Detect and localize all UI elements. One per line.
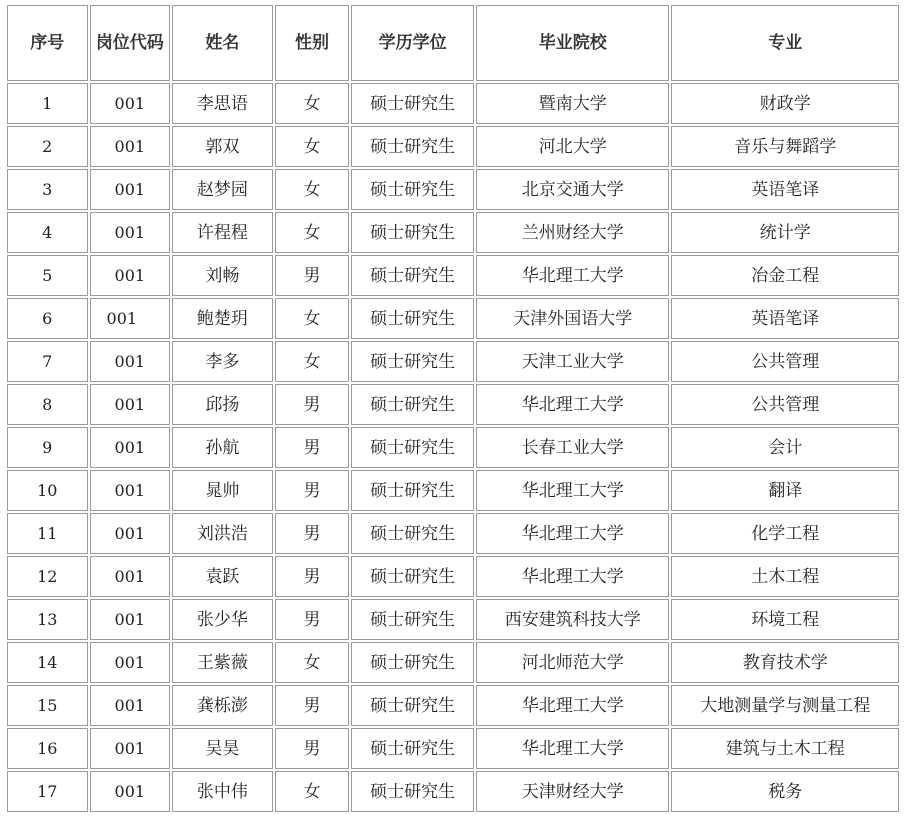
cell-gender: 男 bbox=[275, 255, 350, 296]
cell-post-code: 001 bbox=[90, 212, 171, 253]
cell-major: 大地测量学与测量工程 bbox=[671, 685, 899, 726]
cell-name: 晁帅 bbox=[172, 470, 273, 511]
cell-name: 孙航 bbox=[172, 427, 273, 468]
cell-major: 建筑与土木工程 bbox=[671, 728, 899, 769]
cell-gender: 男 bbox=[275, 556, 350, 597]
cell-index: 4 bbox=[7, 212, 88, 253]
cell-school: 河北师范大学 bbox=[476, 642, 669, 683]
cell-school: 华北理工大学 bbox=[476, 556, 669, 597]
cell-degree: 硕士研究生 bbox=[351, 83, 474, 124]
cell-school: 长春工业大学 bbox=[476, 427, 669, 468]
table-row bbox=[7, 427, 899, 468]
cell-school: 北京交通大学 bbox=[476, 169, 669, 210]
cell-name: 袁跃 bbox=[172, 556, 273, 597]
header-index: 序号 bbox=[7, 5, 88, 81]
cell-gender: 女 bbox=[275, 83, 350, 124]
table-row bbox=[7, 685, 899, 726]
cell-degree: 硕士研究生 bbox=[351, 427, 474, 468]
cell-name: 龚栎澎 bbox=[172, 685, 273, 726]
table-row bbox=[7, 513, 899, 554]
cell-post-code: 001 bbox=[90, 470, 171, 511]
cell-major: 税务 bbox=[671, 771, 899, 812]
table-row bbox=[7, 384, 899, 425]
cell-name: 刘畅 bbox=[172, 255, 273, 296]
table-row bbox=[7, 728, 899, 769]
cell-name: 吴昊 bbox=[172, 728, 273, 769]
cell-degree: 硕士研究生 bbox=[351, 599, 474, 640]
cell-post-code: 001 bbox=[90, 427, 171, 468]
cell-school: 天津外国语大学 bbox=[476, 298, 669, 339]
cell-gender: 女 bbox=[275, 126, 350, 167]
cell-name: 李思语 bbox=[172, 83, 273, 124]
cell-name: 张少华 bbox=[172, 599, 273, 640]
cell-school: 西安建筑科技大学 bbox=[476, 599, 669, 640]
cell-post-code: 001 bbox=[90, 83, 171, 124]
cell-school: 华北理工大学 bbox=[476, 728, 669, 769]
cell-gender: 女 bbox=[275, 298, 350, 339]
cell-post-code: 001 bbox=[90, 556, 171, 597]
cell-degree: 硕士研究生 bbox=[351, 470, 474, 511]
header-post-code: 岗位代码 bbox=[90, 5, 171, 81]
cell-major: 冶金工程 bbox=[671, 255, 899, 296]
table-row bbox=[7, 771, 899, 812]
roster-table bbox=[5, 3, 901, 814]
header-degree: 学历学位 bbox=[351, 5, 474, 81]
cell-index: 6 bbox=[7, 298, 88, 339]
cell-gender: 女 bbox=[275, 212, 350, 253]
cell-gender: 男 bbox=[275, 728, 350, 769]
cell-post-code: 001 bbox=[90, 513, 171, 554]
cell-index: 9 bbox=[7, 427, 88, 468]
cell-index: 13 bbox=[7, 599, 88, 640]
cell-post-code: 001 bbox=[90, 642, 171, 683]
cell-post-code: 001 bbox=[90, 771, 171, 812]
cell-major: 土木工程 bbox=[671, 556, 899, 597]
cell-gender: 女 bbox=[275, 642, 350, 683]
cell-gender: 男 bbox=[275, 427, 350, 468]
cell-index: 15 bbox=[7, 685, 88, 726]
table-row bbox=[7, 556, 899, 597]
cell-major: 翻译 bbox=[671, 470, 899, 511]
cell-degree: 硕士研究生 bbox=[351, 126, 474, 167]
cell-index: 8 bbox=[7, 384, 88, 425]
table-row bbox=[7, 83, 899, 124]
cell-major: 财政学 bbox=[671, 83, 899, 124]
cell-degree: 硕士研究生 bbox=[351, 298, 474, 339]
cell-major: 统计学 bbox=[671, 212, 899, 253]
cell-gender: 男 bbox=[275, 470, 350, 511]
header-school: 毕业院校 bbox=[476, 5, 669, 81]
cell-major: 会计 bbox=[671, 427, 899, 468]
cell-degree: 硕士研究生 bbox=[351, 513, 474, 554]
cell-major: 英语笔译 bbox=[671, 169, 899, 210]
cell-index: 11 bbox=[7, 513, 88, 554]
table-row bbox=[7, 126, 899, 167]
cell-post-code: 001 bbox=[90, 169, 171, 210]
cell-degree: 硕士研究生 bbox=[351, 169, 474, 210]
table-row bbox=[7, 255, 899, 296]
cell-name: 张中伟 bbox=[172, 771, 273, 812]
cell-index: 7 bbox=[7, 341, 88, 382]
cell-school: 华北理工大学 bbox=[476, 384, 669, 425]
cell-degree: 硕士研究生 bbox=[351, 728, 474, 769]
cell-degree: 硕士研究生 bbox=[351, 685, 474, 726]
cell-post-code: 001 bbox=[90, 728, 171, 769]
cell-gender: 女 bbox=[275, 341, 350, 382]
table-row bbox=[7, 470, 899, 511]
cell-major: 公共管理 bbox=[671, 341, 899, 382]
header-gender: 性别 bbox=[275, 5, 350, 81]
table-row bbox=[7, 642, 899, 683]
cell-post-code: 001 bbox=[90, 341, 171, 382]
cell-name: 李多 bbox=[172, 341, 273, 382]
cell-degree: 硕士研究生 bbox=[351, 255, 474, 296]
cell-major: 音乐与舞蹈学 bbox=[671, 126, 899, 167]
cell-name: 郭双 bbox=[172, 126, 273, 167]
cell-major: 环境工程 bbox=[671, 599, 899, 640]
cell-index: 3 bbox=[7, 169, 88, 210]
cell-school: 河北大学 bbox=[476, 126, 669, 167]
cell-degree: 硕士研究生 bbox=[351, 212, 474, 253]
table-row bbox=[7, 341, 899, 382]
table-row bbox=[7, 298, 899, 339]
cell-name: 鲍楚玥 bbox=[172, 298, 273, 339]
cell-major: 公共管理 bbox=[671, 384, 899, 425]
header-row bbox=[7, 5, 899, 81]
cell-post-code: 001 bbox=[90, 599, 171, 640]
cell-post-code: 001 bbox=[90, 255, 171, 296]
header-name: 姓名 bbox=[172, 5, 273, 81]
cell-major: 教育技术学 bbox=[671, 642, 899, 683]
cell-post-code: 001 bbox=[90, 685, 171, 726]
cell-degree: 硕士研究生 bbox=[351, 384, 474, 425]
cell-index: 10 bbox=[7, 470, 88, 511]
table-row bbox=[7, 599, 899, 640]
cell-gender: 男 bbox=[275, 599, 350, 640]
cell-school: 华北理工大学 bbox=[476, 255, 669, 296]
cell-index: 17 bbox=[7, 771, 88, 812]
cell-name: 王紫薇 bbox=[172, 642, 273, 683]
cell-school: 暨南大学 bbox=[476, 83, 669, 124]
cell-school: 华北理工大学 bbox=[476, 685, 669, 726]
cell-post-code: 001 bbox=[90, 298, 171, 339]
cell-name: 刘洪浩 bbox=[172, 513, 273, 554]
cell-school: 兰州财经大学 bbox=[476, 212, 669, 253]
cell-name: 许程程 bbox=[172, 212, 273, 253]
header-major: 专业 bbox=[671, 5, 899, 81]
cell-gender: 男 bbox=[275, 685, 350, 726]
table-row bbox=[7, 169, 899, 210]
cell-degree: 硕士研究生 bbox=[351, 556, 474, 597]
cell-major: 化学工程 bbox=[671, 513, 899, 554]
cell-degree: 硕士研究生 bbox=[351, 341, 474, 382]
cell-index: 12 bbox=[7, 556, 88, 597]
cell-index: 16 bbox=[7, 728, 88, 769]
cell-index: 2 bbox=[7, 126, 88, 167]
cell-name: 邱扬 bbox=[172, 384, 273, 425]
cell-index: 14 bbox=[7, 642, 88, 683]
cell-gender: 男 bbox=[275, 384, 350, 425]
cell-school: 天津财经大学 bbox=[476, 771, 669, 812]
table-row bbox=[7, 212, 899, 253]
cell-school: 天津工业大学 bbox=[476, 341, 669, 382]
cell-gender: 男 bbox=[275, 513, 350, 554]
cell-degree: 硕士研究生 bbox=[351, 642, 474, 683]
cell-major: 英语笔译 bbox=[671, 298, 899, 339]
cell-index: 1 bbox=[7, 83, 88, 124]
cell-name: 赵梦园 bbox=[172, 169, 273, 210]
cell-gender: 女 bbox=[275, 771, 350, 812]
cell-school: 华北理工大学 bbox=[476, 470, 669, 511]
cell-degree: 硕士研究生 bbox=[351, 771, 474, 812]
cell-index: 5 bbox=[7, 255, 88, 296]
cell-post-code: 001 bbox=[90, 384, 171, 425]
cell-gender: 女 bbox=[275, 169, 350, 210]
cell-post-code: 001 bbox=[90, 126, 171, 167]
cell-school: 华北理工大学 bbox=[476, 513, 669, 554]
